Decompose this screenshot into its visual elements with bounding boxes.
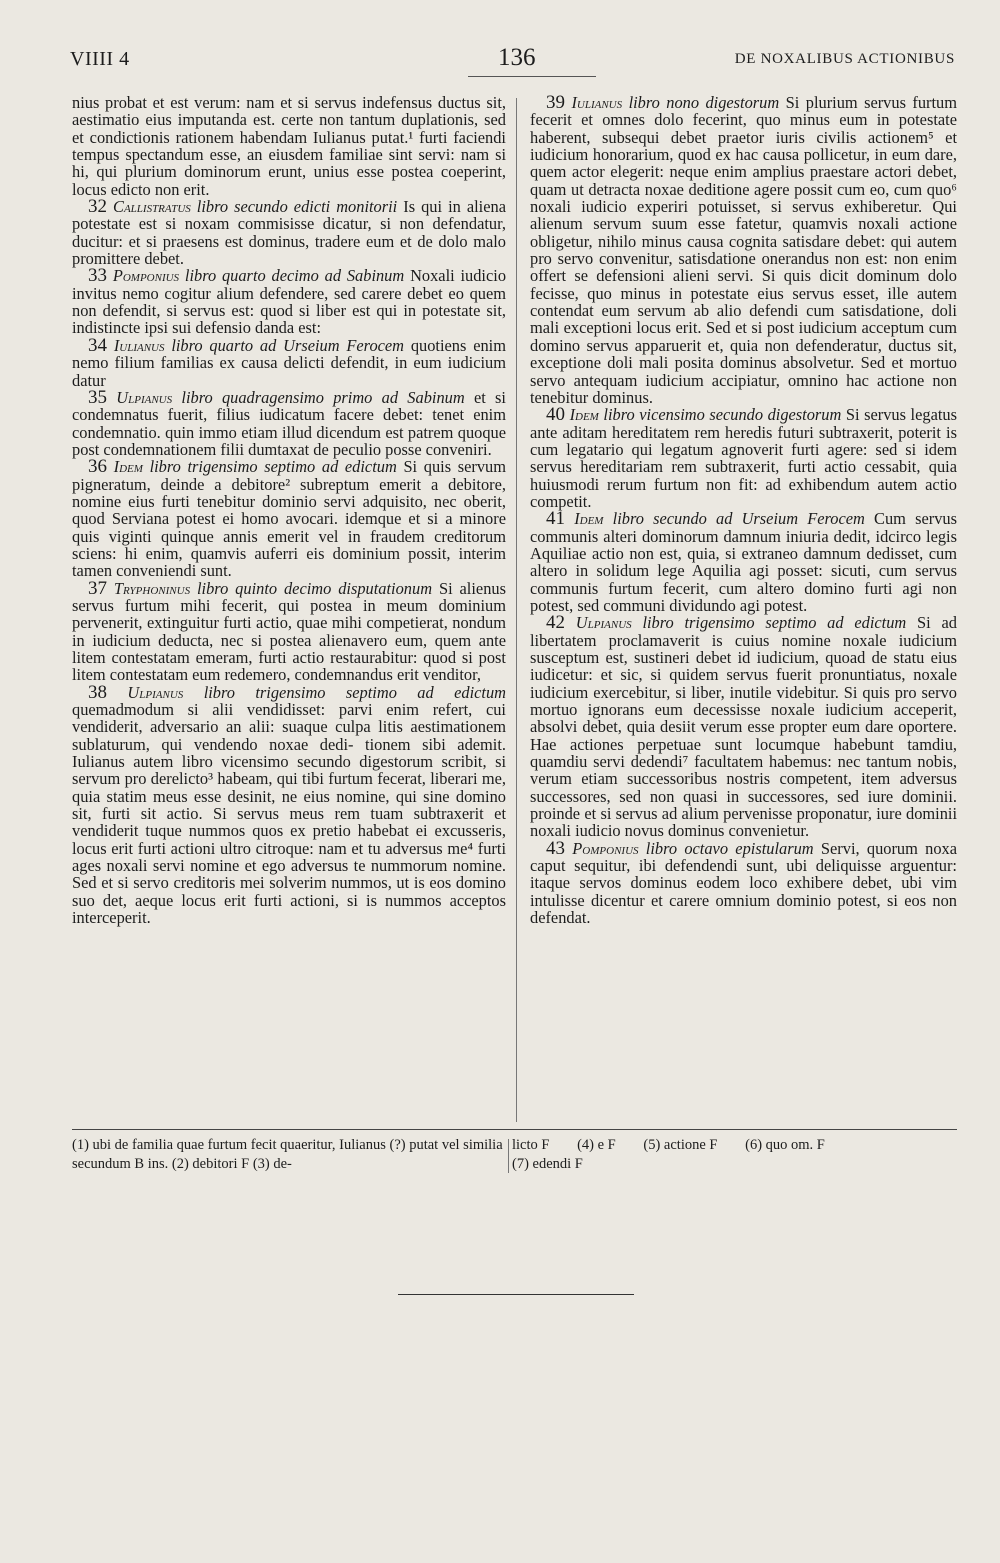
fragment-number: 37	[88, 577, 107, 599]
footnote-rule	[72, 1129, 957, 1130]
fragment-38	[72, 681, 506, 928]
fragment-43	[530, 837, 957, 928]
fragment-text: Si servus legatus ante aditam hereditatem rem heredis futuri subtraxerit, poterit is cum legatario qui legatum agnoverit furti agere: sed si idem servus hereditariam rem subtraxerit, furti actio cessabit, quia huiusmodi rerum furtum non fit: ad exhibendum autem actio competit.	[530, 405, 957, 511]
fragment-author: Tryphoninus	[113, 578, 191, 598]
left-column	[72, 94, 506, 927]
fragment-work: libro secundo ad Urseium Ferocem	[612, 509, 865, 529]
fragment-text: quemadmodum si alii vendidisset: parvi enim refert, cui vendiderit, adversario an alii: suaque culpa litis aestimationem sublaturum, qui vendendo noxae dedi- tionem sibi ademit. Iulianus autem libro vicensimo secundo digestorum scribit, si servum pro derelicto³ habeam, qui tibi furtum fecerat, liberari me, quia statim meus esse desinit, ne eius nomine, qui sine domino sit, furti sit actio. Si servus meus rem tuam subtraxerit et vendiderit tuque nummos quos ex pretio habebat ei excusseris, locus erit furti actioni ultro citroque: nam et tu adversus me⁴ furti ages noxali servi nomine et ego adversus te nummorum nomine. Sed et si servo creditoris mei solverim nummos, ut is eos domino suo det, aeque locus erit furti actioni, si is nummos acceptos interceperit.	[72, 700, 506, 928]
bottom-rule	[398, 1294, 634, 1295]
fragment-text: Noxali iudicio invitus nemo cogitur alium defendere, sed carere debet eo quem non defendit, si servus est: quod si liber est qui in potestate sit, indistincte ipsi sui defensio danda est:	[72, 266, 507, 338]
fragment-author: Idem	[574, 509, 604, 529]
continued-paragraph: nius probat et est verum: nam et si servus indefensus ductus sit, aestimatio eius imputanda est. certe non tantum duplationis, sed et condictionis rationem habendam Iulianus putat.¹ furti faciendi tempus spectandum esse, an eiusdem familiae sint servi: nam si hi, qui plurium dominorum erunt, unius esse postea coeperint, locus edicto non erit.	[72, 93, 506, 199]
fragment-number: 33	[88, 265, 107, 287]
footnote-3-continued: licto F	[512, 1137, 550, 1153]
fragment-number: 32	[88, 196, 107, 218]
fragment-text: Si quis servum pigneratum, deinde a debitore² subreptum emerit a debitore, nomine eius furti tenebitur dominio servi adquisito, nec oberit, quod Serviana potest ei homo avocari. idemque et si a minore quis viginti quinque annis emerit vel in fraudem creditorum sciens: hi enim, quamvis auferri eis dominium possit, interim tamen conveniendi sunt.	[72, 457, 506, 581]
fragment-number: 40	[546, 404, 565, 426]
fragment-author: Pomponius	[112, 266, 180, 286]
fragment-work: libro nono digestorum	[628, 93, 780, 112]
fragment-author: Iulianus	[571, 93, 623, 112]
fragment-34	[72, 334, 506, 390]
fragment-work: libro quinto decimo disputationum	[197, 578, 433, 598]
right-column	[530, 94, 957, 927]
fragment-work: libro trigensimo septimo ad edictum	[203, 682, 506, 702]
header-rule	[468, 76, 596, 77]
fragment-number: 35	[88, 386, 107, 408]
fragment-number: 43	[546, 837, 565, 859]
fragment-work: libro vicensimo secundo digestorum	[603, 405, 842, 425]
fragment-40	[530, 406, 957, 510]
section-title: DE NOXALIBUS ACTIONIBUS	[734, 51, 955, 67]
fragment-author: Pomponius	[572, 838, 639, 858]
fragment-42	[530, 614, 957, 839]
fragment-37	[72, 577, 506, 685]
fragment-32	[72, 198, 506, 267]
fragment-number: 41	[546, 508, 565, 530]
page-number: 136	[498, 44, 536, 71]
fragment-number: 42	[546, 612, 565, 634]
fragment-text: Servi, quorum noxa caput sequitur, ibi defendendi sunt, ubi deliquisse arguentur: itaque servos dominus eodem loco exhibere debet, ubi vim intulisse dicentur et carere omnium dominio potest, si eos non defendat.	[530, 838, 957, 928]
fragment-text: Si plurium servus furtum fecerit et omnes dolo fecerint, quo minus eum in potestate haberent, subsequi debet praetor iuris civilis actionem⁵ et iudicium honorarium, quod ex hac causa pollicetur, in eum dare, quem actor elegerit: neque enim amplius praestare actori debet, quam ut detracta noxae deditione agere possit cum eo, cum quo⁶ noxali iudicio experiri potuisset, si servus exhiberetur. Qui alienum servum suum esse fatetur, quamvis noxali actione obligetur, nihilo minus causa cognita satisdare debet: qui autem pro servo convenitur, satisdatione onerandus non est: non enim offert se defensioni alieni servi. Si quis dicit dominum dolo fecisse, quo minus in potestate eius servus esset, ille autem contendat eum servum ab alio defendi cum satisdatione, doli mali exceptioni locus erit. Sed et si post iudicium acceptum cum domino servus apparuerit et, quia non defenderatur, ductus sit, exceptione doli mali posita dominus absolvetur. Sed et mortuo servo antequam iudicium accipiatur, omnino hac actione non tenebitur dominus.	[530, 93, 957, 407]
fragment-35	[72, 386, 506, 459]
footnotes-left: (1) ubi de familia quae furtum fecit quaeritur, Iulianus (?) putat vel similia secundum B ins. (2) debitori F (3) de-	[72, 1137, 503, 1172]
fragment-number: 39	[546, 92, 565, 113]
fragment-33	[72, 267, 506, 336]
book-reference: VIIII 4	[70, 48, 130, 70]
fragment-text: Is qui in aliena potestate est si noxam commisisse dicatur, si non defendatur, ducitur: et si praesens est dominus, tradere eum et de dolo malo promittere debet.	[72, 197, 506, 269]
fragment-text: Si alienus servus furtum mihi fecerit, qui postea in meum dominium pervenerit, extinguitur furti actio, quae mihi competierat, nondum in iudicium deducta, nec si postea alienavero eum, quem ante litem contestatam emeram, furti actio restaurabitur: quod si post litem contestatam eum redemero, condemnandus erit venditor,	[72, 578, 506, 685]
running-header	[70, 46, 955, 76]
fragment-author: Ulpianus	[116, 387, 173, 407]
fragment-39	[530, 94, 957, 406]
fragment-number: 36	[88, 456, 107, 478]
fragment-work: libro quarto decimo ad Sabinum	[184, 266, 405, 286]
footnote-6: (6) quo om. F	[745, 1137, 825, 1153]
footnotes-right	[512, 1136, 957, 1174]
fragment-36	[72, 458, 506, 579]
fragment-number: 38	[88, 681, 107, 703]
fragment-text: Cum servus communis alteri dominorum damnum iniuria dedit, idcirco legis Aquiliae actio non est, quia, si extraneo damnum dedisset, cum altero in solidum lege Aquilia agi posset: sicuti, cum servus communis furtum fecerit, cum altero domino furti agi non potest, sed communi dividundo agi potest.	[530, 509, 957, 615]
column-divider	[516, 98, 517, 1122]
fragment-text: Si ad libertatem proclamaverit is cuius nomine noxale iudicium susceptum est, sustineri debet id iudicium, quoad de statu eius iudicetur: et sic, si quidem servus fuerit pronuntiatus, noxale iudicium exercebitur, si liber, inutile videbitur. Si quis pro servo mortuo ignorans eum decessisse noxale iudicium acceperit, absolvi debet, quia desiit verum esse propter eum dare oportere. Hae actiones perpetuae sunt locumque habebunt tamdiu, quamdiu servi dedendi⁷ facultatem habemus: nec tantum nobis, verum etiam successoribus nostris competent, item adversus successores, sed non quasi in successores, sed iure dominii. proinde et si servus ad alium pervenisse proponatur, iure dominii noxali iudicio novus dominus convenietur.	[530, 613, 957, 841]
fragment-work: libro secundo edicti monitorii	[196, 197, 398, 217]
fragment-author: Ulpianus	[575, 613, 632, 633]
fragment-author: Ulpianus	[127, 682, 184, 702]
footnote-5: (5) actione F	[643, 1137, 718, 1153]
fragment-work: libro quarto ad Urseium Ferocem	[171, 335, 405, 355]
fragment-author: Idem	[113, 457, 143, 477]
fragment-author: Callistratus	[113, 197, 191, 217]
footnote-7: (7) edendi F	[512, 1156, 583, 1172]
fragment-work: libro octavo epistularum	[645, 838, 814, 858]
fragment-author: Idem	[569, 405, 599, 425]
fragment-41	[530, 510, 957, 614]
fragment-work: libro trigensimo septimo ad edictum	[642, 613, 907, 633]
fragment-work: libro trigensimo septimo ad edictum	[149, 457, 397, 477]
fragment-text: quotiens enim nemo filium familias ex causa delicti defendit, in eum iudicium datur	[72, 335, 506, 390]
fragment-text: et si condemnatus fuerit, filius iudicatum facere debet: tenet enim condemnatio. quin immo etiam illud dicendum est patrem quoque post condemnationem filii dumtaxat de peculio posse conveniri.	[72, 387, 506, 459]
footnote-4: (4) e F	[577, 1137, 616, 1153]
fragment-work: libro quadragensimo primo ad Sabinum	[181, 387, 465, 407]
fragment-number: 34	[88, 334, 107, 356]
fragment-author: Iulianus	[113, 335, 165, 355]
footnote-divider	[508, 1139, 509, 1173]
